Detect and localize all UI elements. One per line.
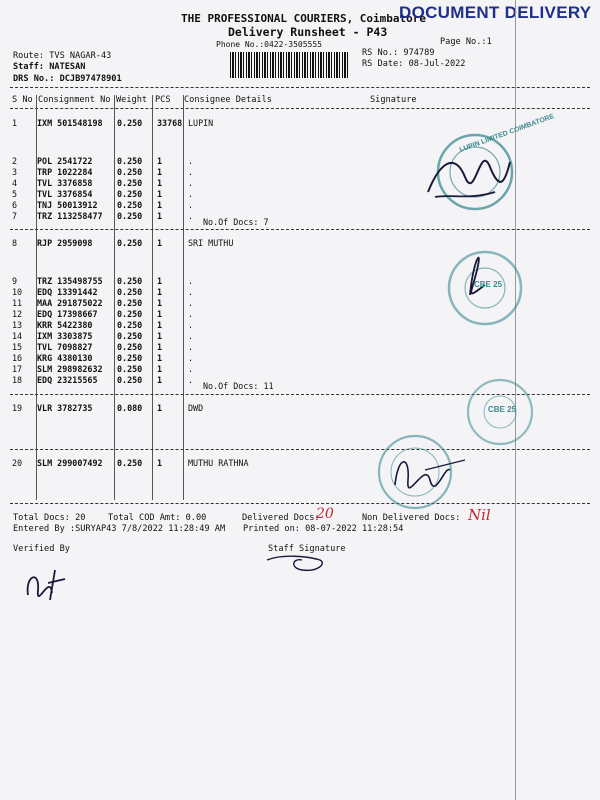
row-consignee: . [188,156,194,166]
row-consignment-no: SLM 298982632 [37,364,103,374]
row-pcs: 1 [157,309,163,319]
row-consignment-no: MAA 291875022 [37,298,103,308]
row-consignment-no: KRG 4380130 [37,353,93,363]
row-weight: 0.250 [117,238,143,248]
row-pcs: 1 [157,287,163,297]
row-weight: 0.250 [117,189,143,199]
row-sno: 6 [12,200,18,210]
row-consignment-no: POL 2541722 [37,156,93,166]
non-delivered-docs-label: Non Delivered Docs: [362,513,461,523]
row-pcs: 1 [157,276,163,286]
row-consignee: . [188,189,194,199]
row-weight: 0.250 [117,200,143,210]
row-sno: 13 [12,320,23,330]
row-sno: 19 [12,403,23,413]
col-consignment: Consignment No [38,95,111,105]
row-consignee: LUPIN [188,118,214,128]
col-pcs: PCS [155,95,171,105]
row-consignment-no: TNJ 50013912 [37,200,98,210]
row-weight: 0.250 [117,309,143,319]
row-consignee: . [188,320,194,330]
row-sno: 2 [12,156,18,166]
delivered-docs-handwritten: 20 [316,506,334,522]
row-consignment-no: TRZ 113258477 [37,211,103,221]
table-row [12,353,592,364]
row-pcs: 1 [157,211,163,221]
printed-on: Printed on: 08-07-2022 11:28:54 [243,524,404,534]
row-sno: 8 [12,238,18,248]
rs-date: RS Date: 08-Jul-2022 [362,59,466,69]
row-pcs: 1 [157,167,163,177]
row-consignment-no: VLR 3782735 [37,403,93,413]
company-name: THE PROFESSIONAL COURIERS, Coimbatore [181,12,427,25]
row-weight: 0.250 [117,458,143,468]
row-consignee: MUTHU RATHNA [188,458,249,468]
row-consignee: . [188,287,194,297]
row-consignment-no: IXM 501548198 [37,118,103,128]
route: Route: TVS NAGAR-43 [13,51,112,61]
col-signature: Signature [370,95,417,105]
staff-name: Staff: NATESAN [13,62,86,72]
row-weight: 0.250 [117,353,143,363]
delivered-docs-label: Delivered Docs: [242,513,320,523]
row-sno: 5 [12,189,18,199]
total-docs: Total Docs: 20 [13,513,86,523]
row-consignment-no: RJP 2959098 [37,238,93,248]
row-consignee: . [188,331,194,341]
row-pcs: 1 [157,364,163,374]
phone-number: Phone No.:0422-3505555 [216,40,322,49]
row-sno: 9 [12,276,18,286]
row-pcs: 1 [157,200,163,210]
docs-count-2: No.Of Docs: 11 [203,381,274,391]
row-consignment-no: TRZ 135498755 [37,276,103,286]
row-pcs: 1 [157,156,163,166]
document-delivery-stamp: DOCUMENT DELIVERY [399,3,592,22]
row-consignment-no: KRR 5422380 [37,320,93,330]
page-number: Page No.:1 [440,37,492,47]
row-sno: 18 [12,375,23,385]
row-pcs: 1 [157,238,163,248]
row-pcs: 1 [157,342,163,352]
row-weight: 0.250 [117,211,143,221]
rs-number: RS No.: 974789 [362,48,435,58]
col-sno: S No [12,95,33,105]
sri-muthu-seal-signature [425,240,545,340]
row-weight: 0.080 [117,403,143,413]
row-weight: 0.250 [117,167,143,177]
row-weight: 0.250 [117,320,143,330]
row-consignee: SRI MUTHU [188,238,234,248]
row-sno: 20 [12,458,23,468]
row-sno: 4 [12,178,18,188]
row-weight: 0.250 [117,364,143,374]
row-consignment-no: EDQ 23215565 [37,375,98,385]
row-consignee: . [188,211,194,221]
row-weight: 0.250 [117,276,143,286]
barcode [230,52,350,78]
row-sno: 14 [12,331,23,341]
row-sno: 11 [12,298,23,308]
row-consignee: . [188,200,194,210]
row-pcs: 1 [157,331,163,341]
cbe-seal-text-1: CBE 25 [474,280,503,289]
row-sno: 16 [12,353,23,363]
row-weight: 0.250 [117,375,143,385]
row-consignee: . [188,178,194,188]
col-consignee: Consignee Details [184,95,272,105]
verifier-signature [20,565,70,605]
row-consignee: . [188,364,194,374]
row-consignee: . [188,167,194,177]
staff-signature-label: Staff Signature [268,544,346,554]
non-delivered-docs-handwritten: Nil [468,506,491,524]
table-row [12,458,592,469]
row-consignee: . [188,298,194,308]
row-sno: 17 [12,364,23,374]
row-consignment-no: SLM 299007492 [37,458,103,468]
lupin-seal-text: LUPIN LIMITED COIMBATORE [458,113,556,154]
row-weight: 0.250 [117,331,143,341]
row-sno: 15 [12,342,23,352]
table-row [12,342,592,353]
verified-by-label: Verified By [13,544,70,554]
col-weight: Weight [116,95,148,105]
row-pcs: 1 [157,189,163,199]
staff-signature [262,548,332,576]
row-weight: 0.250 [117,298,143,308]
row-weight: 0.250 [117,178,143,188]
entered-by: Entered By :SURYAP43 7/8/2022 11:28:49 AM [13,524,226,534]
row-consignment-no: IXM 3303875 [37,331,93,341]
total-cod: Total COD Amt: 0.00 [108,513,207,523]
row-pcs: 1 [157,320,163,330]
row-consignee: DWD [188,403,204,413]
row-sno: 7 [12,211,18,221]
row-consignment-no: EDQ 17398667 [37,309,98,319]
row-consignment-no: TVL 7098827 [37,342,93,352]
row-pcs: 33768 [157,118,183,128]
row-consignment-no: TRP 1022284 [37,167,93,177]
drs-number: DRS No.: DCJB97478901 [13,74,122,84]
row-consignee: . [188,309,194,319]
row-consignee: . [188,375,194,385]
row-pcs: 1 [157,178,163,188]
row-sno: 1 [12,118,18,128]
muthu-rathna-seal-signature [370,430,470,515]
row-weight: 0.250 [117,118,143,128]
row-weight: 0.250 [117,287,143,297]
row-consignment-no: TVL 3376854 [37,189,93,199]
row-weight: 0.250 [117,342,143,352]
row-pcs: 1 [157,298,163,308]
row-sno: 12 [12,309,23,319]
docs-count-1: No.Of Docs: 7 [203,217,269,227]
row-pcs: 1 [157,375,163,385]
row-consignment-no: EDQ 13391442 [37,287,98,297]
row-consignment-no: TVL 3376858 [37,178,93,188]
runsheet-title: Delivery Runsheet - P43 [228,25,388,39]
row-pcs: 1 [157,353,163,363]
row-consignee: . [188,342,194,352]
row-pcs: 1 [157,458,163,468]
cbe-seal-text-2: CBE 25 [488,405,517,414]
row-consignee: . [188,276,194,286]
row-weight: 0.250 [117,156,143,166]
row-pcs: 1 [157,403,163,413]
row-sno: 3 [12,167,18,177]
row-consignee: . [188,353,194,363]
row-sno: 10 [12,287,23,297]
